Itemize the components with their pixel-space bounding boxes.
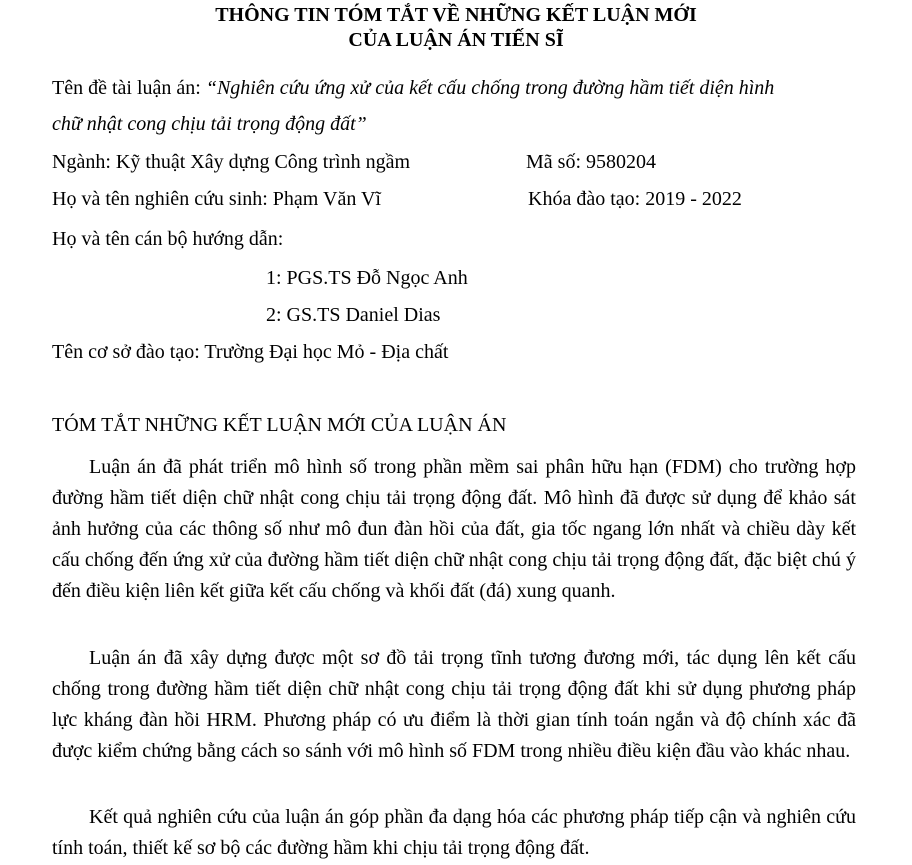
major-code: Mã số: 9580204 [526, 151, 656, 173]
thesis-title-label: Tên đề tài luận án: [52, 77, 206, 99]
thesis-title-line1 [52, 75, 774, 101]
student-name: Họ và tên nghiên cứu sinh: Phạm Văn Vĩ [52, 188, 381, 210]
document-title-line2: CỦA LUẬN ÁN TIẾN SĨ [348, 29, 564, 51]
supervisor-2: 2: GS.TS Daniel Dias [266, 304, 441, 326]
course-years: Khóa đào tạo: 2019 - 2022 [528, 188, 742, 210]
training-institution: Tên cơ sở đào tạo: Trường Đại học Mỏ - Địa chất [52, 341, 449, 363]
summary-heading: TÓM TẮT NHỮNG KẾT LUẬN MỚI CỦA LUẬN ÁN [52, 414, 507, 436]
supervisor-1: 1: PGS.TS Đỗ Ngọc Anh [266, 267, 468, 289]
summary-paragraph-2: Luận án đã xây dựng được một sơ đồ tải trọng tĩnh tương đương mới, tác dụng lên kết cấu chống trong đường hầm tiết diện chữ nhật cong chịu tải trọng động đất khi sử dụng phương pháp lực kháng đàn hồi HRM. Phương pháp có ưu điểm là thời gian tính toán ngắn và độ chính xác đã được kiểm chứng bằng cách so sánh với mô hình số FDM trong nhiều điều kiện đầu vào khác nhau. [52, 647, 856, 762]
summary-paragraph-1: Luận án đã phát triển mô hình số trong phần mềm sai phân hữu hạn (FDM) cho trường hợp đường hầm tiết diện chữ nhật cong chịu tải trọng động đất. Mô hình đã được sử dụng để khảo sát ảnh hưởng của các thông số như mô đun đàn hồi của đất, gia tốc ngang lớn nhất và chiều dày kết cấu chống đến ứng xử của đường hầm tiết diện chữ nhật cong chịu tải trọng động đất, đặc biệt chú ý đến điều kiện liên kết giữa kết cấu chống và khối đất (đá) xung quanh. [52, 456, 856, 602]
major-field: Ngành: Kỹ thuật Xây dựng Công trình ngầm [52, 151, 411, 173]
document-title-line1: THÔNG TIN TÓM TẮT VỀ NHỮNG KẾT LUẬN MỚI [215, 4, 697, 26]
summary-paragraph-3: Kết quả nghiên cứu của luận án góp phần đa dạng hóa các phương pháp tiếp cận và nghiên cứu tính toán, thiết kế sơ bộ các đường hầm khi chịu tải trọng động đất. [52, 806, 856, 859]
supervisors-label: Họ và tên cán bộ hướng dẫn: [52, 228, 284, 250]
thesis-title-line2: chữ nhật cong chịu tải trọng động đất” [52, 113, 367, 135]
thesis-title-text: “Nghiên cứu ứng xử của kết cấu chống trong đường hầm tiết diện hình [205, 77, 775, 99]
